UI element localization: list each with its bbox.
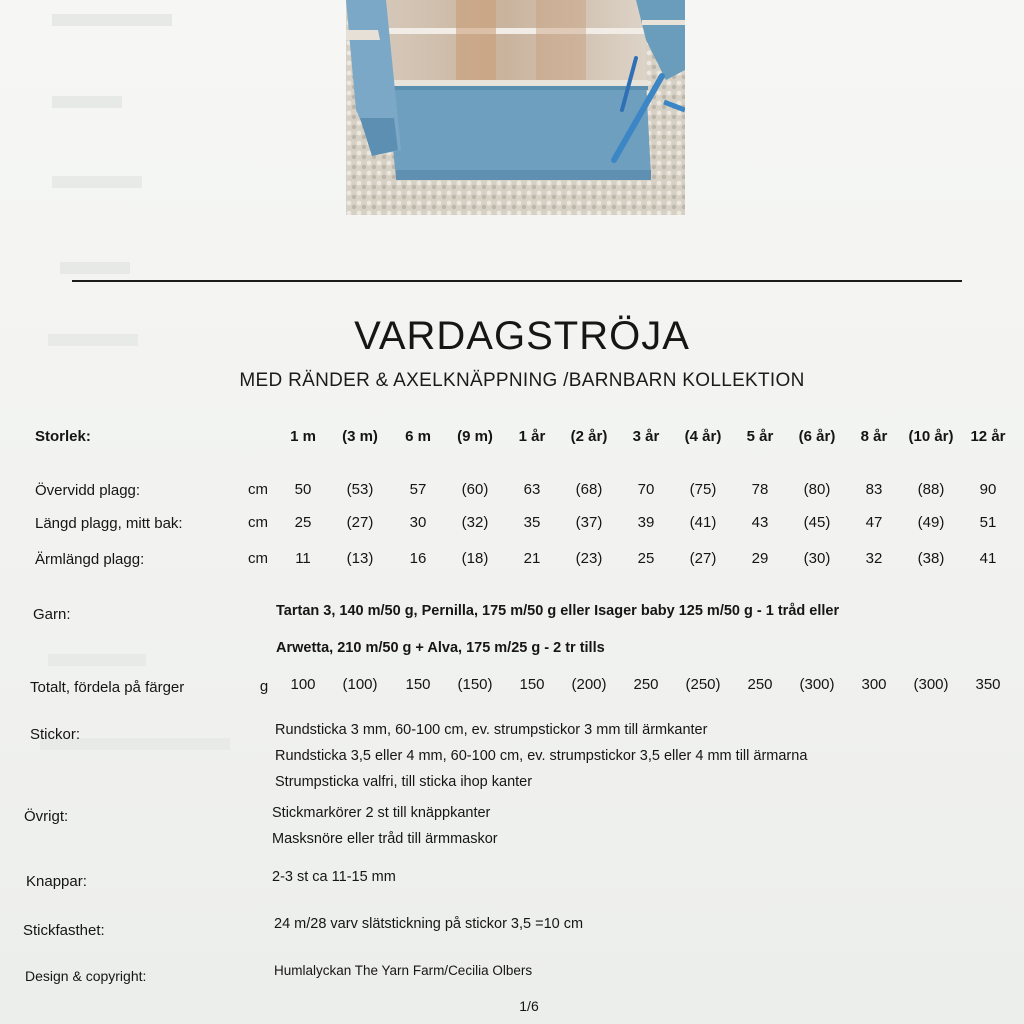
value-cell: 100 — [290, 676, 316, 693]
gauge-value: 24 m/28 varv slätstickning på stickor 3,5 =10 cm — [274, 916, 584, 932]
other-line-1: Stickmarkörer 2 st till knäppkanter — [272, 805, 491, 821]
value-cell: 25 — [294, 514, 312, 531]
value-cell: (13) — [346, 550, 374, 567]
row-unit: cm — [248, 550, 268, 567]
divider-line — [72, 280, 962, 282]
needles-line-1: Rundsticka 3 mm, 60-100 cm, ev. strumpstickor 3 mm till ärmkanter — [275, 722, 708, 738]
size-cell: 1 m — [290, 428, 316, 445]
size-cell: (4 år) — [684, 428, 722, 445]
other-line-2: Masksnöre eller tråd till ärmmaskor — [272, 831, 498, 847]
buttons-label: Knappar: — [26, 873, 87, 890]
value-cell: (200) — [571, 676, 607, 693]
value-cell: (18) — [461, 550, 489, 567]
other-label: Övrigt: — [24, 808, 69, 825]
show-through — [52, 176, 142, 188]
value-cell: 250 — [633, 676, 659, 693]
needles-label: Stickor: — [30, 726, 81, 743]
show-through — [48, 654, 146, 666]
value-cell: (75) — [689, 481, 717, 498]
value-cell: (150) — [457, 676, 493, 693]
needles-line-3: Strumpsticka valfri, till sticka ihop kanter — [275, 774, 533, 790]
value-cell: (250) — [685, 676, 721, 693]
value-cell: 25 — [637, 550, 655, 567]
design-label: Design & copyright: — [25, 968, 147, 984]
value-cell: 16 — [409, 550, 427, 567]
value-cell: 90 — [979, 481, 997, 498]
value-cell: 83 — [865, 481, 883, 498]
value-cell: 41 — [979, 550, 997, 567]
value-cell: (60) — [461, 481, 489, 498]
row-label: Övervidd plagg: — [35, 482, 141, 499]
size-cell: 6 m — [405, 428, 431, 445]
value-cell: 39 — [637, 514, 655, 531]
value-cell: (30) — [803, 550, 831, 567]
row-unit: cm — [248, 514, 268, 531]
design-value: Humlalyckan The Yarn Farm/Cecilia Olbers — [274, 963, 533, 978]
row-label: Ärmlängd plagg: — [35, 551, 145, 568]
value-cell: (300) — [799, 676, 835, 693]
buttons-value: 2-3 st ca 11-15 mm — [272, 869, 396, 885]
size-cell: 3 år — [632, 428, 660, 445]
value-cell: 70 — [637, 481, 655, 498]
value-cell: (68) — [575, 481, 603, 498]
value-cell: 47 — [865, 514, 883, 531]
value-cell: (27) — [346, 514, 374, 531]
value-cell: (88) — [917, 481, 945, 498]
value-cell: (300) — [913, 676, 949, 693]
total-label: Totalt, fördela på färger — [30, 679, 185, 696]
size-cell: (9 m) — [457, 428, 493, 445]
yarn-line-2: Arwetta, 210 m/50 g + Alva, 175 m/25 g - 2 tr tills — [276, 640, 605, 656]
value-cell: 29 — [751, 550, 769, 567]
row-label: Längd plagg, mitt bak: — [35, 515, 183, 532]
value-cell: 300 — [861, 676, 887, 693]
yarn-label: Garn: — [33, 606, 71, 623]
value-cell: (80) — [803, 481, 831, 498]
value-cell: (100) — [342, 676, 378, 693]
value-cell: 11 — [295, 550, 311, 567]
value-cell: (27) — [689, 550, 717, 567]
sweater-photo — [346, 0, 685, 215]
value-cell: (32) — [461, 514, 489, 531]
value-cell: 32 — [865, 550, 883, 567]
value-cell: 150 — [519, 676, 545, 693]
show-through — [52, 96, 122, 108]
size-label: Storlek: — [35, 428, 91, 445]
value-cell: 51 — [979, 514, 997, 531]
value-cell: (53) — [346, 481, 374, 498]
value-cell: 57 — [409, 481, 427, 498]
yarn-line-1: Tartan 3, 140 m/50 g, Pernilla, 175 m/50 g eller Isager baby 125 m/50 g - 1 tråd eller — [276, 603, 840, 619]
page-number: 1/6 — [519, 998, 539, 1014]
size-cell: (10 år) — [908, 428, 954, 445]
value-cell: (23) — [575, 550, 603, 567]
value-cell: 21 — [523, 550, 541, 567]
show-through — [60, 262, 130, 274]
show-through — [52, 14, 172, 26]
value-cell: (49) — [917, 514, 945, 531]
size-cell: 12 år — [970, 428, 1006, 445]
sweater-illustration — [346, 0, 685, 215]
value-cell: (45) — [803, 514, 831, 531]
total-unit: g — [259, 678, 269, 695]
size-cell: (6 år) — [798, 428, 836, 445]
size-cell: 5 år — [746, 428, 774, 445]
value-cell: 35 — [523, 514, 541, 531]
value-cell: 63 — [523, 481, 541, 498]
value-cell: 30 — [409, 514, 427, 531]
gauge-label: Stickfasthet: — [23, 922, 105, 939]
row-unit: cm — [248, 481, 268, 498]
needles-line-2: Rundsticka 3,5 eller 4 mm, 60-100 cm, ev. strumpstickor 3,5 eller 4 mm till ärmarna — [275, 748, 808, 764]
size-cell: 1 år — [518, 428, 546, 445]
value-cell: 350 — [975, 676, 1001, 693]
value-cell: 50 — [294, 481, 312, 498]
value-cell: 250 — [747, 676, 773, 693]
value-cell: (41) — [689, 514, 717, 531]
value-cell: 78 — [751, 481, 769, 498]
size-cell: (2 år) — [570, 428, 608, 445]
value-cell: (38) — [917, 550, 945, 567]
value-cell: 150 — [405, 676, 431, 693]
value-cell: (37) — [575, 514, 603, 531]
value-cell: 43 — [751, 514, 769, 531]
size-cell: 8 år — [860, 428, 888, 445]
size-cell: (3 m) — [342, 428, 378, 445]
pattern-title: VARDAGSTRÖJA — [354, 314, 690, 358]
pattern-subtitle: MED RÄNDER & AXELKNÄPPNING /BARNBARN KOLLEKTION — [239, 370, 805, 391]
